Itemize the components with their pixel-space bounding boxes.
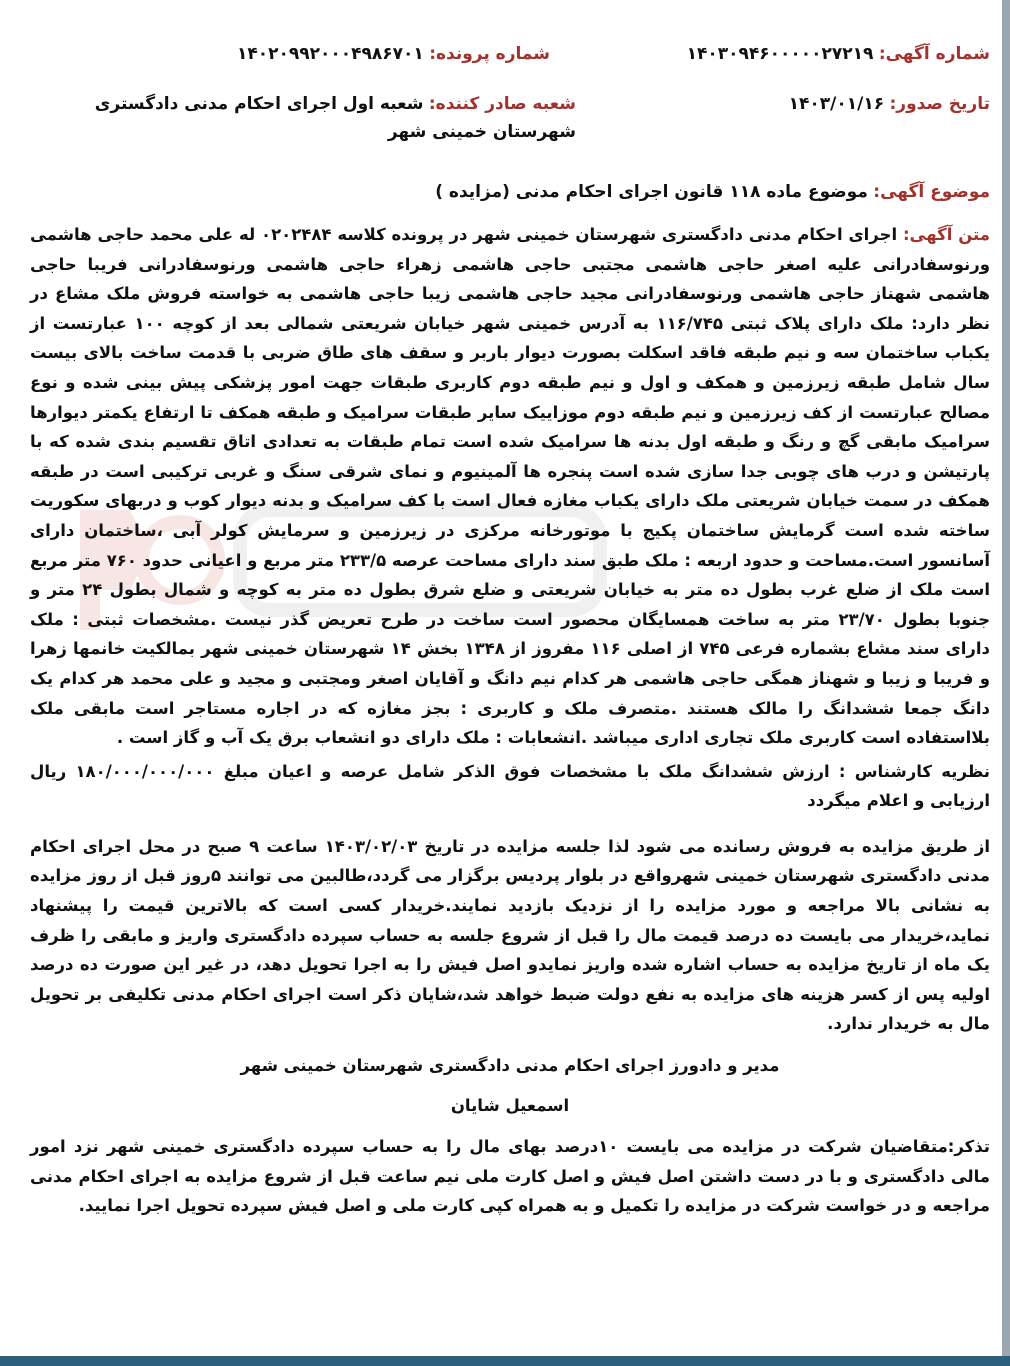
- expert-opinion: نظریه کارشناس : ارزش ششدانگ ملک با مشخصات فوق الذکر شامل عرصه و اعیان مبلغ ۱۸۰/۰۰۰/۰۰۰/۰۰۰ ریال ارزیابی و اعلام میگردد: [30, 761, 991, 811]
- ad-content: [30, 220, 990, 1221]
- signature-name: اسمعیل شایان: [450, 1095, 570, 1115]
- note: تذکر:متقاضیان شرکت در مزایده می بایست ۱۰درصد بهای مال را به حساب سپرده دادگستری خمینی شهر نزد امور مالی دادگستری و با در دست داشتن اصل فیش و اصل کارت ملی نیم ساعت قبل از شروع مزایده به اجرای احکام مدنی مراجعه و در خواست شرکت در مزایده را تکمیل و به همراه کپی کارت ملی و اصل فیش سپرده تحویل اجرا نمایید.: [30, 1137, 990, 1216]
- subject-row: [435, 178, 990, 206]
- ad-number: ۱۴۰۳۰۹۴۶۰۰۰۰۰۲۷۲۱۹: [686, 44, 874, 64]
- issuer-row: [56, 90, 576, 146]
- issuer-label: شعبه صادر کننده:: [428, 94, 576, 114]
- issue-date-label: تاریخ صدور:: [889, 94, 990, 114]
- text-label: متن آگهی:: [902, 225, 990, 244]
- case-number-row: [237, 40, 550, 68]
- ad-body: [30, 220, 990, 753]
- subject-label: موضوع آگهی:: [873, 182, 990, 202]
- ad-body-text: اجرای احکام مدنی دادگستری شهرستان خمینی شهر در پرونده کلاسه ۰۲۰۲۴۸۴ له علی محمد حاجی هاشمی ورنوسفادرانی علیه اصغر حاجی هاشمی مجتبی حاجی هاشمی زهراء حاجی هاشمی ورنوسفادرانی فریبا حاجی هاشمی شهناز حاجی هاشمی ورنوسفادرانی مجید حاجی هاشمی زیبا حاجی هاشمی به خواسته فروش ملک مشاع در نظر دارد: ملک دارای پلاک ثبتی ۱۱۶/۷۴۵ به آدرس خمینی شهر خیابان شریعتی شمالی بعد از کوچه ۱۰۰ عبارتست از یکباب ساختمان سه و نیم طبقه فاقد اسکلت بصورت دیوار باربر و سقف های طاق ضربی با قدمت ساخت بالای بیست سال شامل طبقه زیرزمین و همکف و اول و نیم طبقه دوم کاربری طبقات جهت امور پزشکی پیش بینی شده و نوع مصالح عبارتست از کف زیرزمین و نیم طبقه دوم موزاییک سایر طبقات سرامیک و طبقه همکف تا ارتفاع یکمتر دیوارها سرامیک مابقی گچ و رنگ و طبقه اول بدنه ها سرامیک شده است تمام طبقات به تعدادی اتاق تقسیم بندی شده که با پارتیشن و درب های چوبی جدا سازی شده است پنجره ها آلمینیوم و نمای شرقی سنگ و غربی ترکیبی است در طبقه همکف در سمت خیابان شریعتی ملک دارای یکباب مغازه فعال است با کف سرامیک و بدنه دیوار کوب و دربهای سکوریت ساخته شده است گرمایش ساختمان پکیج با موتورخانه مرکزی در زیرزمین و سرمایش کولر آبی ،ساختمان دارای آسانسور است.مساحت و حدود اربعه : ملک طبق سند دارای مساحت عرصه ۲۳۳/۵ متر مربع و اعیانی حدود ۷۶۰ متر مربع است ملک از ضلع غرب بطول ده متر به خیابان شریعتی و ضلع شرق بطول ده متر به کوچه و شمال بطول ۲۴ متر و جنوبا بطول ۲۳/۷۰ متر به ساخت همسایگان محصور است ساخت در طرح تعریض گذر نیست .مشخصات ثبتی : ملک دارای سند مشاع بشماره فرعی ۷۴۵ از اصلی ۱۱۶ مفروز از ۱۳۴۸ بخش ۱۴ شهرستان خمینی شهر بمالکیت خانمها زهرا و فریبا و زیبا و شهناز همگی حاجی هاشمی هر کدام نیم دانگ و آقایان اصغر ومجتبی و مجید و علی محمد هر کدام یک دانگ جمعا ششدانگ را مالک هستند .متصرف ملک و کاربری : بجز مغازه که در اجاره مستاجر است مابقی ملک بلااستفاده است کاربری ملک تجاری اداری میباشد .انشعابات : ملک دارای دو انشعاب برق یک آب و گاز است .: [30, 225, 991, 748]
- window-bottom-bar: [0, 1356, 1010, 1366]
- signature-title: مدیر و دادورز اجرای احکام مدنی دادگستری شهرستان خمینی شهر: [240, 1056, 780, 1076]
- auction-details: از طریق مزایده به فروش رسانده می شود لذا جلسه مزایده در تاریخ ۱۴۰۳/۰۲/۰۳ ساعت ۹ صبح در محل اجرای احکام مدنی دادگستری شهرستان خمینی شهرواقع در بلوار پردیس برگزار می گردد،طالبین می توانند ۵روز قبل از روز مزایده به نشانی بالا مراجعه و مورد مزایده را از نزدیک بازدید نمایند.خریدار کسی است که بالاترین قیمت را پیشنهاد نماید،خریدار می بایست ده درصد قیمت مال را قبل از شروع جلسه به حساب سپرده دادگستری واریز و مابقی را ظرف یک ماه از تاریخ مزایده به حساب اشاره شده واریز نمایدو اصل فیش را به اجرا تحویل دهد، در غیر این صورت ده درصد اولیه پس از کسر هزینه های مزایده به نفع دولت ضبط خواهد شد،شایان ذکر است اجرای احکام مدنی تکلیفی بر تحویل مال به خریدار ندارد.: [30, 836, 990, 1034]
- issuer: شعبه اول اجرای احکام مدنی دادگستری شهرستان خمینی شهر: [94, 94, 576, 142]
- issue-date: ۱۴۰۳/۰۱/۱۶: [788, 94, 885, 114]
- subject: موضوع ماده ۱۱۸ قانون اجرای احکام مدنی (مزایده ): [435, 182, 868, 202]
- issue-date-row: [789, 90, 990, 118]
- case-number-label: شماره پرونده:: [429, 44, 550, 64]
- window-right-border: [1002, 0, 1010, 1366]
- ad-number-row: [687, 40, 990, 68]
- ad-number-label: شماره آگهی:: [878, 44, 990, 64]
- case-number: ۱۴۰۲۰۹۹۲۰۰۰۴۹۸۶۷۰۱: [237, 44, 424, 64]
